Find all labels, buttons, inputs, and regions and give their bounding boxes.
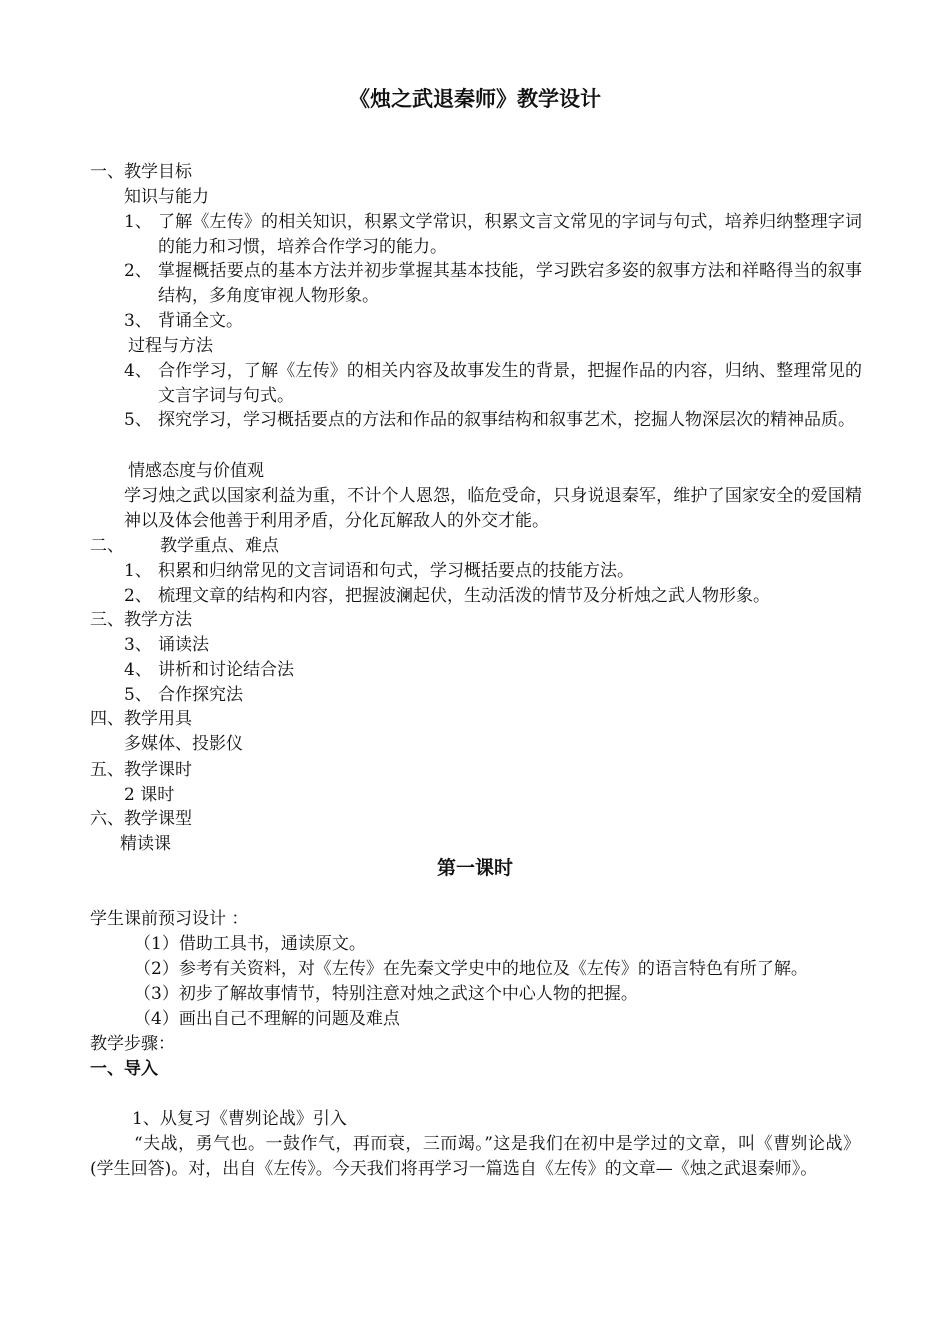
list-item [124,259,862,308]
section-keypoints-heading [90,534,279,559]
lesson-title: 第一课时 [436,857,513,879]
preview-item: （4）画出自己不理解的问题及难点 [134,1009,400,1029]
item-number: 3、 [124,311,152,331]
item-text: 背诵全文。 [158,311,243,331]
item-text: 合作探究法 [158,685,243,705]
section-type-heading: 六、教学课型 [90,809,192,829]
list-item [124,309,862,334]
preview-item: （2）参考有关资料，对《左传》在先秦文学史中的地位及《左传》的语言特色有所了解。 [134,959,808,979]
intro-paragraph: “夫战，勇气也。一鼓作气，再而衰，三而竭。”这是我们在初中是学过的文章，叫《曹刿论战》(学生回答)。对，出自《左传》。今天我们将再学习一篇选自《左传》的文章—《烛之武退秦师》。 [90,1134,860,1179]
preview-item: （3）初步了解故事情节，特别注意对烛之武这个中心人物的把握。 [134,984,638,1004]
item-number: 2、 [124,586,152,606]
emotion-text: 学习烛之武以国家利益为重，不计个人恩怨，临危受命，只身说退秦军，维护了国家安全的爱国精神以及体会他善于利用矛盾，分化瓦解敌人的外交才能。 [124,486,862,531]
list-item [124,584,862,609]
item-text: 积累和归纳常见的文言词语和句式，学习概括要点的技能方法。 [158,561,634,581]
section-tools-heading: 四、教学用具 [90,709,192,729]
item-text: 讲析和讨论结合法 [158,660,294,680]
section-methods-heading: 三、教学方法 [90,610,192,630]
hours-text: 2 课时 [124,785,175,805]
item-number: 4、 [124,660,152,680]
item-number: 4、 [124,361,152,381]
item-text: 合作学习，了解《左传》的相关内容及故事发生的背景，把握作品的内容，归纳、整理常见的文言字词与句式。 [158,361,862,406]
item-text: 了解《左传》的相关知识，积累文学常识，积累文言文常见的字词与句式，培养归纳整理字词的能力和习惯，培养合作学习的能力。 [158,212,862,257]
item-number: 2、 [124,261,152,281]
document-title: 《烛之武退秦师》教学设计 [349,87,601,111]
process-label: 过程与方法 [128,336,213,356]
list-item [124,359,862,408]
list-item [124,658,524,683]
item-number: 1、 [124,212,152,232]
item-text: 掌握概括要点的基本方法并初步掌握其基本技能，学习跌宕多姿的叙事方法和祥略得当的叙事结构，多角度审视人物形象。 [158,261,862,306]
preview-item: （1）借助工具书，通读原文。 [134,934,366,954]
section-number: 二、 [90,536,124,556]
item-number: 5、 [124,685,152,705]
knowledge-label: 知识与能力 [124,187,209,207]
preview-heading: 学生课前预习设计 ： [90,909,249,929]
section-hours-heading: 五、教学课时 [90,760,192,780]
section-title: 教学重点、难点 [160,536,279,556]
list-item [124,408,862,433]
steps-heading: 教学步骤： [90,1034,175,1054]
list-item [124,559,862,584]
item-number: 5、 [124,410,152,430]
list-item [124,633,524,658]
item-text: 探究学习，学习概括要点的方法和作品的叙事结构和叙事艺术，挖掘人物深层次的精神品质。 [158,410,855,430]
item-text: 诵读法 [158,635,209,655]
item-number: 1、 [124,561,152,581]
type-text: 精读课 [120,834,171,854]
tools-text: 多媒体、投影仪 [124,734,243,754]
item-text: 梳理文章的结构和内容，把握波澜起伏，生动活泼的情节及分析烛之武人物形象。 [158,586,770,606]
intro-subheading: 1、从复习《曹刿论战》引入 [132,1109,347,1129]
section-goals-heading: 一、教学目标 [90,162,192,182]
emotion-label: 情感态度与价值观 [128,461,264,481]
list-item [124,683,524,708]
list-item [124,210,862,259]
intro-heading: 一、导入 [90,1059,158,1079]
item-number: 3、 [124,635,152,655]
